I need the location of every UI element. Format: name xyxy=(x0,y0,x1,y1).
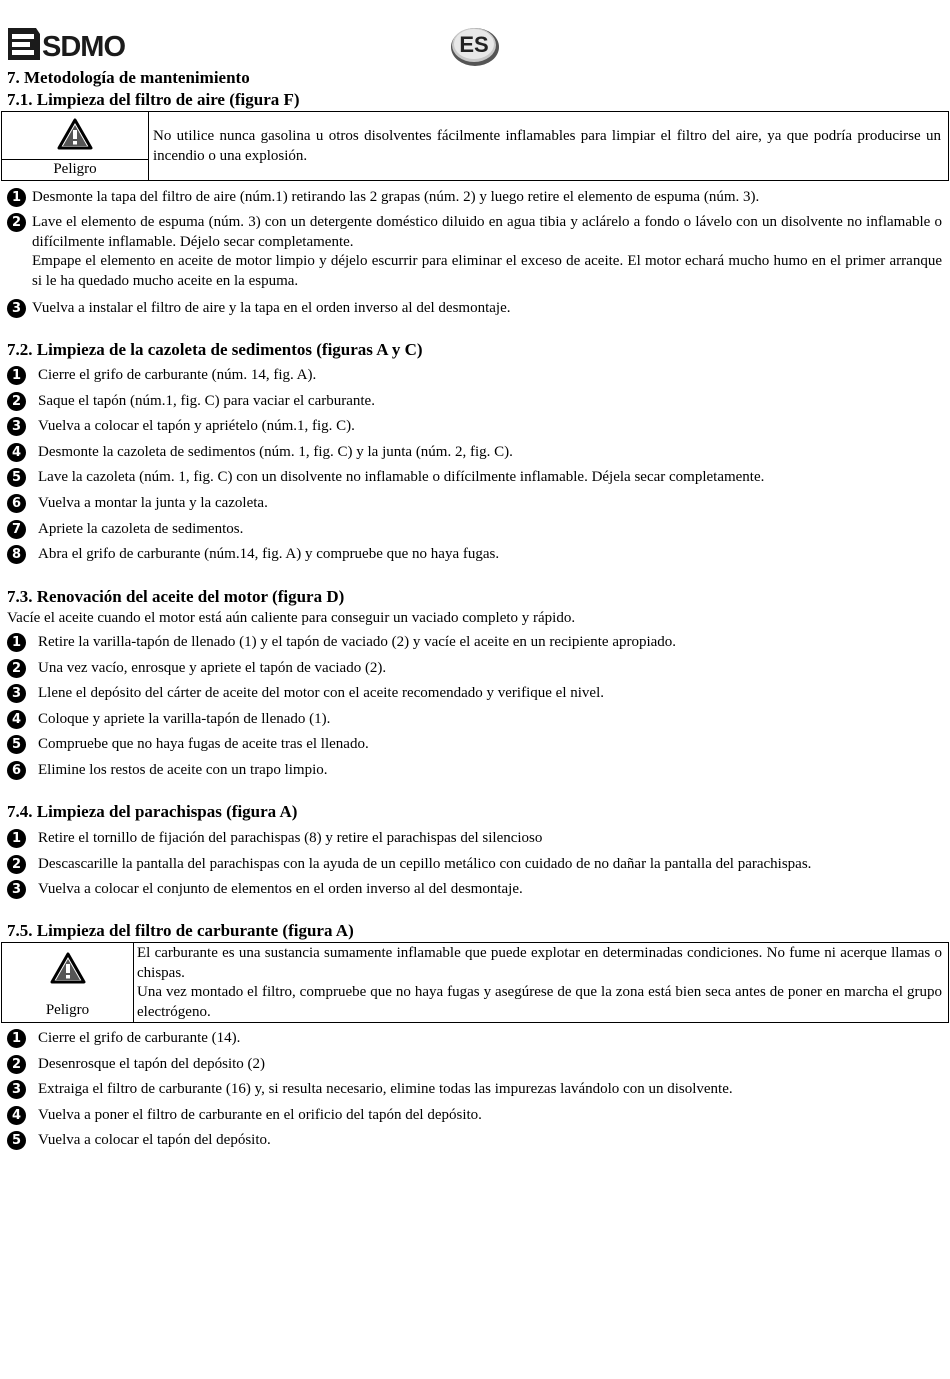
s71-warning-box xyxy=(1,111,949,181)
list-item xyxy=(0,1106,950,1126)
step-number: 5 xyxy=(7,735,26,754)
list-item xyxy=(0,1080,950,1100)
list-item xyxy=(0,188,950,208)
warning-triangle-icon xyxy=(57,118,93,150)
s74-title: 7.4. Limpieza del parachispas (figura A) xyxy=(7,802,298,821)
list-item xyxy=(0,520,950,540)
list-item xyxy=(0,829,950,849)
step-number: 1 xyxy=(7,188,26,207)
step-text: Coloque y apriete la varilla-tapón de llenado (1). xyxy=(38,710,331,727)
list-item xyxy=(0,468,950,488)
brand-text: SDMO xyxy=(42,31,125,63)
step-text: Vuelva a instalar el filtro de aire y la tapa en el orden inverso al del desmontaje. xyxy=(32,300,511,316)
list-item xyxy=(0,417,950,437)
step-number: 2 xyxy=(7,659,26,678)
step-text: Retire la varilla-tapón de llenado (1) y el tapón de vaciado (2) y vacíe el aceite en un recipiente apropiado. xyxy=(38,634,677,650)
step-number: 2 xyxy=(7,213,26,232)
step-number: 3 xyxy=(7,1080,26,1099)
s71-title: 7.1. Limpieza del filtro de aire (figura F) xyxy=(7,90,300,109)
list-item xyxy=(0,880,950,900)
s75-title: 7.5. Limpieza del filtro de carburante (figura A) xyxy=(7,921,354,940)
step-text: Compruebe que no haya fugas de aceite tras el llenado. xyxy=(38,736,369,753)
step-number: 4 xyxy=(7,710,26,729)
list-item xyxy=(0,659,950,679)
list-item xyxy=(0,684,950,704)
list-item xyxy=(0,545,950,565)
list-item xyxy=(0,494,950,514)
step-number: 1 xyxy=(7,633,26,652)
step-text: Retire el tornillo de fijación del parachispas (8) y retire el parachispas del silencioso xyxy=(38,830,543,846)
s72-title: 7.2. Limpieza de la cazoleta de sedimentos (figuras A y C) xyxy=(7,340,423,359)
list-item xyxy=(0,633,950,653)
list-item xyxy=(0,710,950,730)
step-text: Elimine los restos de aceite con un trapo limpio. xyxy=(38,762,328,778)
step-text: Cierre el grifo de carburante (14). xyxy=(38,1030,241,1046)
step-number: 4 xyxy=(7,1106,26,1125)
step-text: Una vez vacío, enrosque y apriete el tapón de vaciado (2). xyxy=(38,659,387,676)
s71-warning-label: Peligro xyxy=(2,159,148,180)
step-text: Llene el depósito del cárter de aceite del motor con el aceite recomendado y verifique el nivel. xyxy=(38,685,604,702)
step-number: 3 xyxy=(7,417,26,436)
step-text: Descascarille la pantalla del parachispas con la ayuda de un cepillo metálico con cuidado de no dañar la pantalla del parachispas. xyxy=(38,855,812,872)
step-text: Vuelva a montar la junta y la cazoleta. xyxy=(38,495,268,511)
step-number: 2 xyxy=(7,1055,26,1074)
s75-warning-label: Peligro xyxy=(45,1002,90,1018)
list-item xyxy=(0,299,950,319)
language-badge xyxy=(449,24,501,68)
step-text: Vuelva a colocar el tapón del depósito. xyxy=(38,1132,271,1148)
sdmo-logo xyxy=(6,22,146,64)
s71-warning-text: No utilice nunca gasolina u otros disolventes fácilmente inflamables para limpiar el filtro del aire, ya que podría producirse un incendio o una explosión. xyxy=(153,128,941,164)
section-title: 7. Metodología de mantenimiento xyxy=(7,68,250,87)
step-text: Saque el tapón (núm.1, fig. C) para vaciar el carburante. xyxy=(38,392,375,409)
step-number: 3 xyxy=(7,299,26,318)
s75-warning-box xyxy=(1,942,949,1023)
step-text: Empape el elemento en aceite de motor limpio y déjelo escurrir para eliminar el exceso de aceite. El motor echará mucho humo en el primer arranque si le ha quedado mucho aceite en la espuma. xyxy=(32,253,942,289)
warning-triangle-icon xyxy=(50,952,86,984)
list-item xyxy=(0,366,950,386)
s75-warning-paragraph: Una vez montado el filtro, compruebe que no haya fugas y asegúrese de que la zona está bien seca antes de poner en marcha el grupo electrógeno. xyxy=(137,984,942,1020)
step-number: 5 xyxy=(7,468,26,487)
list-item xyxy=(0,735,950,755)
step-number: 3 xyxy=(7,880,26,899)
list-item xyxy=(0,1131,950,1151)
step-number: 2 xyxy=(7,392,26,411)
s75-warning-paragraph: El carburante es una sustancia sumamente inflamable que puede explotar en determinadas condiciones. No fume ni acerque llamas o chispas. xyxy=(137,945,942,981)
list-item xyxy=(0,855,950,875)
list-item xyxy=(0,761,950,781)
step-number: 5 xyxy=(7,1131,26,1150)
step-number: 7 xyxy=(7,520,26,539)
step-number: 6 xyxy=(7,494,26,513)
step-number: 2 xyxy=(7,855,26,874)
step-number: 1 xyxy=(7,1029,26,1048)
step-text: Cierre el grifo de carburante (núm. 14, fig. A). xyxy=(38,367,317,383)
step-text: Vuelva a poner el filtro de carburante en el orificio del tapón del depósito. xyxy=(38,1106,482,1123)
step-number: 3 xyxy=(7,684,26,703)
step-text: Desmonte la cazoleta de sedimentos (núm. 1, fig. C) y la junta (núm. 2, fig. C). xyxy=(38,443,513,460)
step-number: 1 xyxy=(7,366,26,385)
s73-intro: Vacíe el aceite cuando el motor está aún caliente para conseguir un vaciado completo y rápido. xyxy=(7,610,576,626)
list-item xyxy=(0,392,950,412)
list-item xyxy=(0,213,950,293)
list-item xyxy=(0,443,950,463)
step-text: Abra el grifo de carburante (núm.14, fig. A) y compruebe que no haya fugas. xyxy=(38,546,500,563)
step-number: 4 xyxy=(7,443,26,462)
step-text: Apriete la cazoleta de sedimentos. xyxy=(38,520,244,537)
step-text: Lave el elemento de espuma (núm. 3) con un detergente doméstico diluido en agua tibia y aclárelo a fondo o lávelo con un disolvente no inflamable o difícilmente inflamable. Déjelo secar completamente. xyxy=(32,214,942,250)
s73-title: 7.3. Renovación del aceite del motor (figura D) xyxy=(7,587,345,606)
step-number: 8 xyxy=(7,545,26,564)
step-text: Extraiga el filtro de carburante (16) y, si resulta necesario, elimine todas las impurezas lavándolo con un disolvente. xyxy=(38,1081,733,1097)
step-number: 6 xyxy=(7,761,26,780)
step-text: Desenrosque el tapón del depósito (2) xyxy=(38,1055,266,1072)
step-text: Vuelva a colocar el conjunto de elementos en el orden inverso al del desmontaje. xyxy=(38,881,523,897)
list-item xyxy=(0,1029,950,1049)
language-badge-text: ES xyxy=(459,32,489,57)
step-text: Vuelva a colocar el tapón y apriételo (núm.1, fig. C). xyxy=(38,418,355,435)
list-item xyxy=(0,1055,950,1075)
step-number: 1 xyxy=(7,829,26,848)
step-text: Desmonte la tapa del filtro de aire (núm.1) retirando las 2 grapas (núm. 2) y luego retire el elemento de espuma (núm. 3). xyxy=(32,189,760,205)
step-text: Lave la cazoleta (núm. 1, fig. C) con un disolvente no inflamable o difícilmente inflamable. Déjela secar completamente. xyxy=(38,469,765,486)
